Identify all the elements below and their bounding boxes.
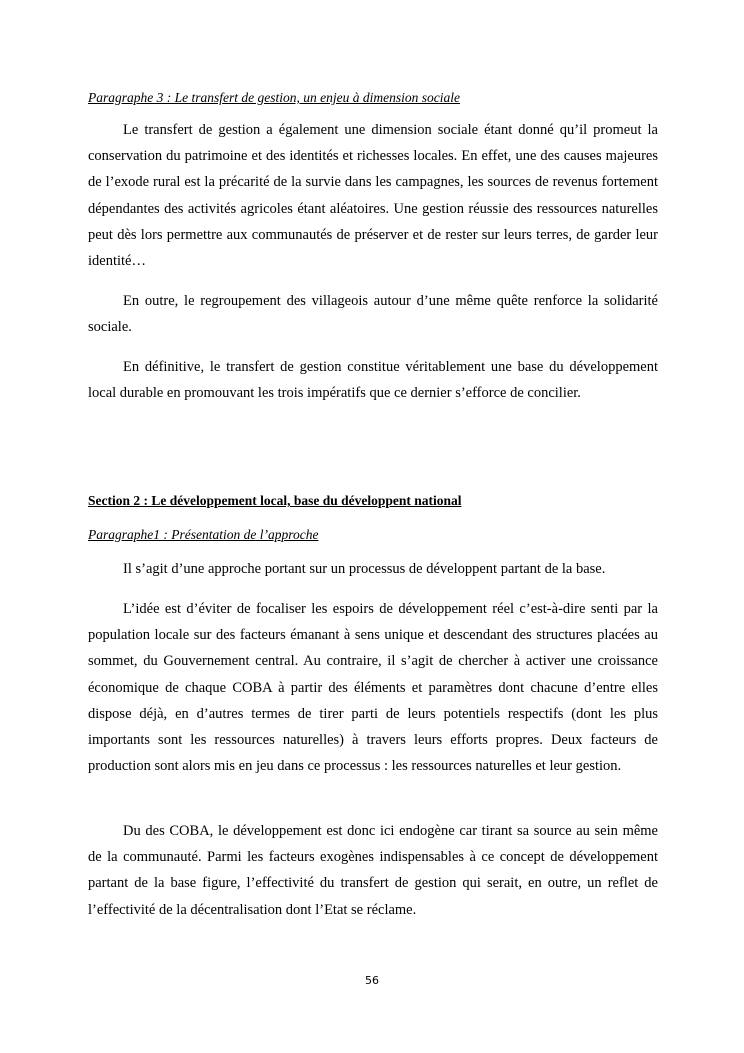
paragraph-1-text-2: L’idée est d’éviter de focaliser les espoirs de développement réel c’est-à-dire senti par la population locale sur des facteurs émanant à sens unique et descendant des structures placées au sommet, du Gouvernement central. Au contraire, il s’agit de chercher à activer une croissance économique de chaque COBA à partir des éléments et paramètres dont chacune d’entre elles dispose déjà, en d’autres termes de tirer parti de leurs potentiels respectifs (dont les plus importants sont les ressources naturelles) à travers leurs efforts propres. Deux facteurs de production sont alors mis en jeu dans ce processus : les ressources naturelles et leur gestion. [88,601,658,775]
paragraph-1-text-1: Il s’agit d’une approche portant sur un processus de développent partant de la base. [123,561,606,577]
paragraph-3-heading: Paragraphe 3 : Le transfert de gestion, un enjeu à dimension sociale [88,90,460,105]
paragraph-1-text-3: Du des COBA, le développement est donc ici endogène car tirant sa source au sein même de la communauté. Parmi les facteurs exogènes indispensables à ce concept de développement partant de la base figure, l’effectivité du transfert de gestion qui serait, en outre, un reflet de l’effectivité de la décentralisation dont l’Etat se réclame. [88,823,658,918]
page-number: 56 [365,974,379,987]
paragraph-3-text-1: Le transfert de gestion a également une dimension sociale étant donné qu’il promeut la conservation du patrimoine et des identités et richesses locales. En effet, une des causes majeures de l’exode rural est la précarité de la survie dans les campagnes, les sources de revenus fortement dépendantes des activités agricoles étant aléatoires. Une gestion réussie des ressources naturelles peut dès lors permettre aux communautés de préserver et de rester sur leurs terres, de garder leur identité… [88,122,658,270]
paragraph-1-heading: Paragraphe1 : Présentation de l’approche [88,527,319,542]
paragraph-3-text-3: En définitive, le transfert de gestion constitue véritablement une base du développement local durable en promouvant les trois impératifs que ce dernier s’efforce de concilier. [88,359,658,402]
section-2-heading: Section 2 : Le développement local, base du développent national [88,493,462,508]
paragraph-3-text-2: En outre, le regroupement des villageois autour d’une même quête renforce la solidarité sociale. [88,293,658,336]
